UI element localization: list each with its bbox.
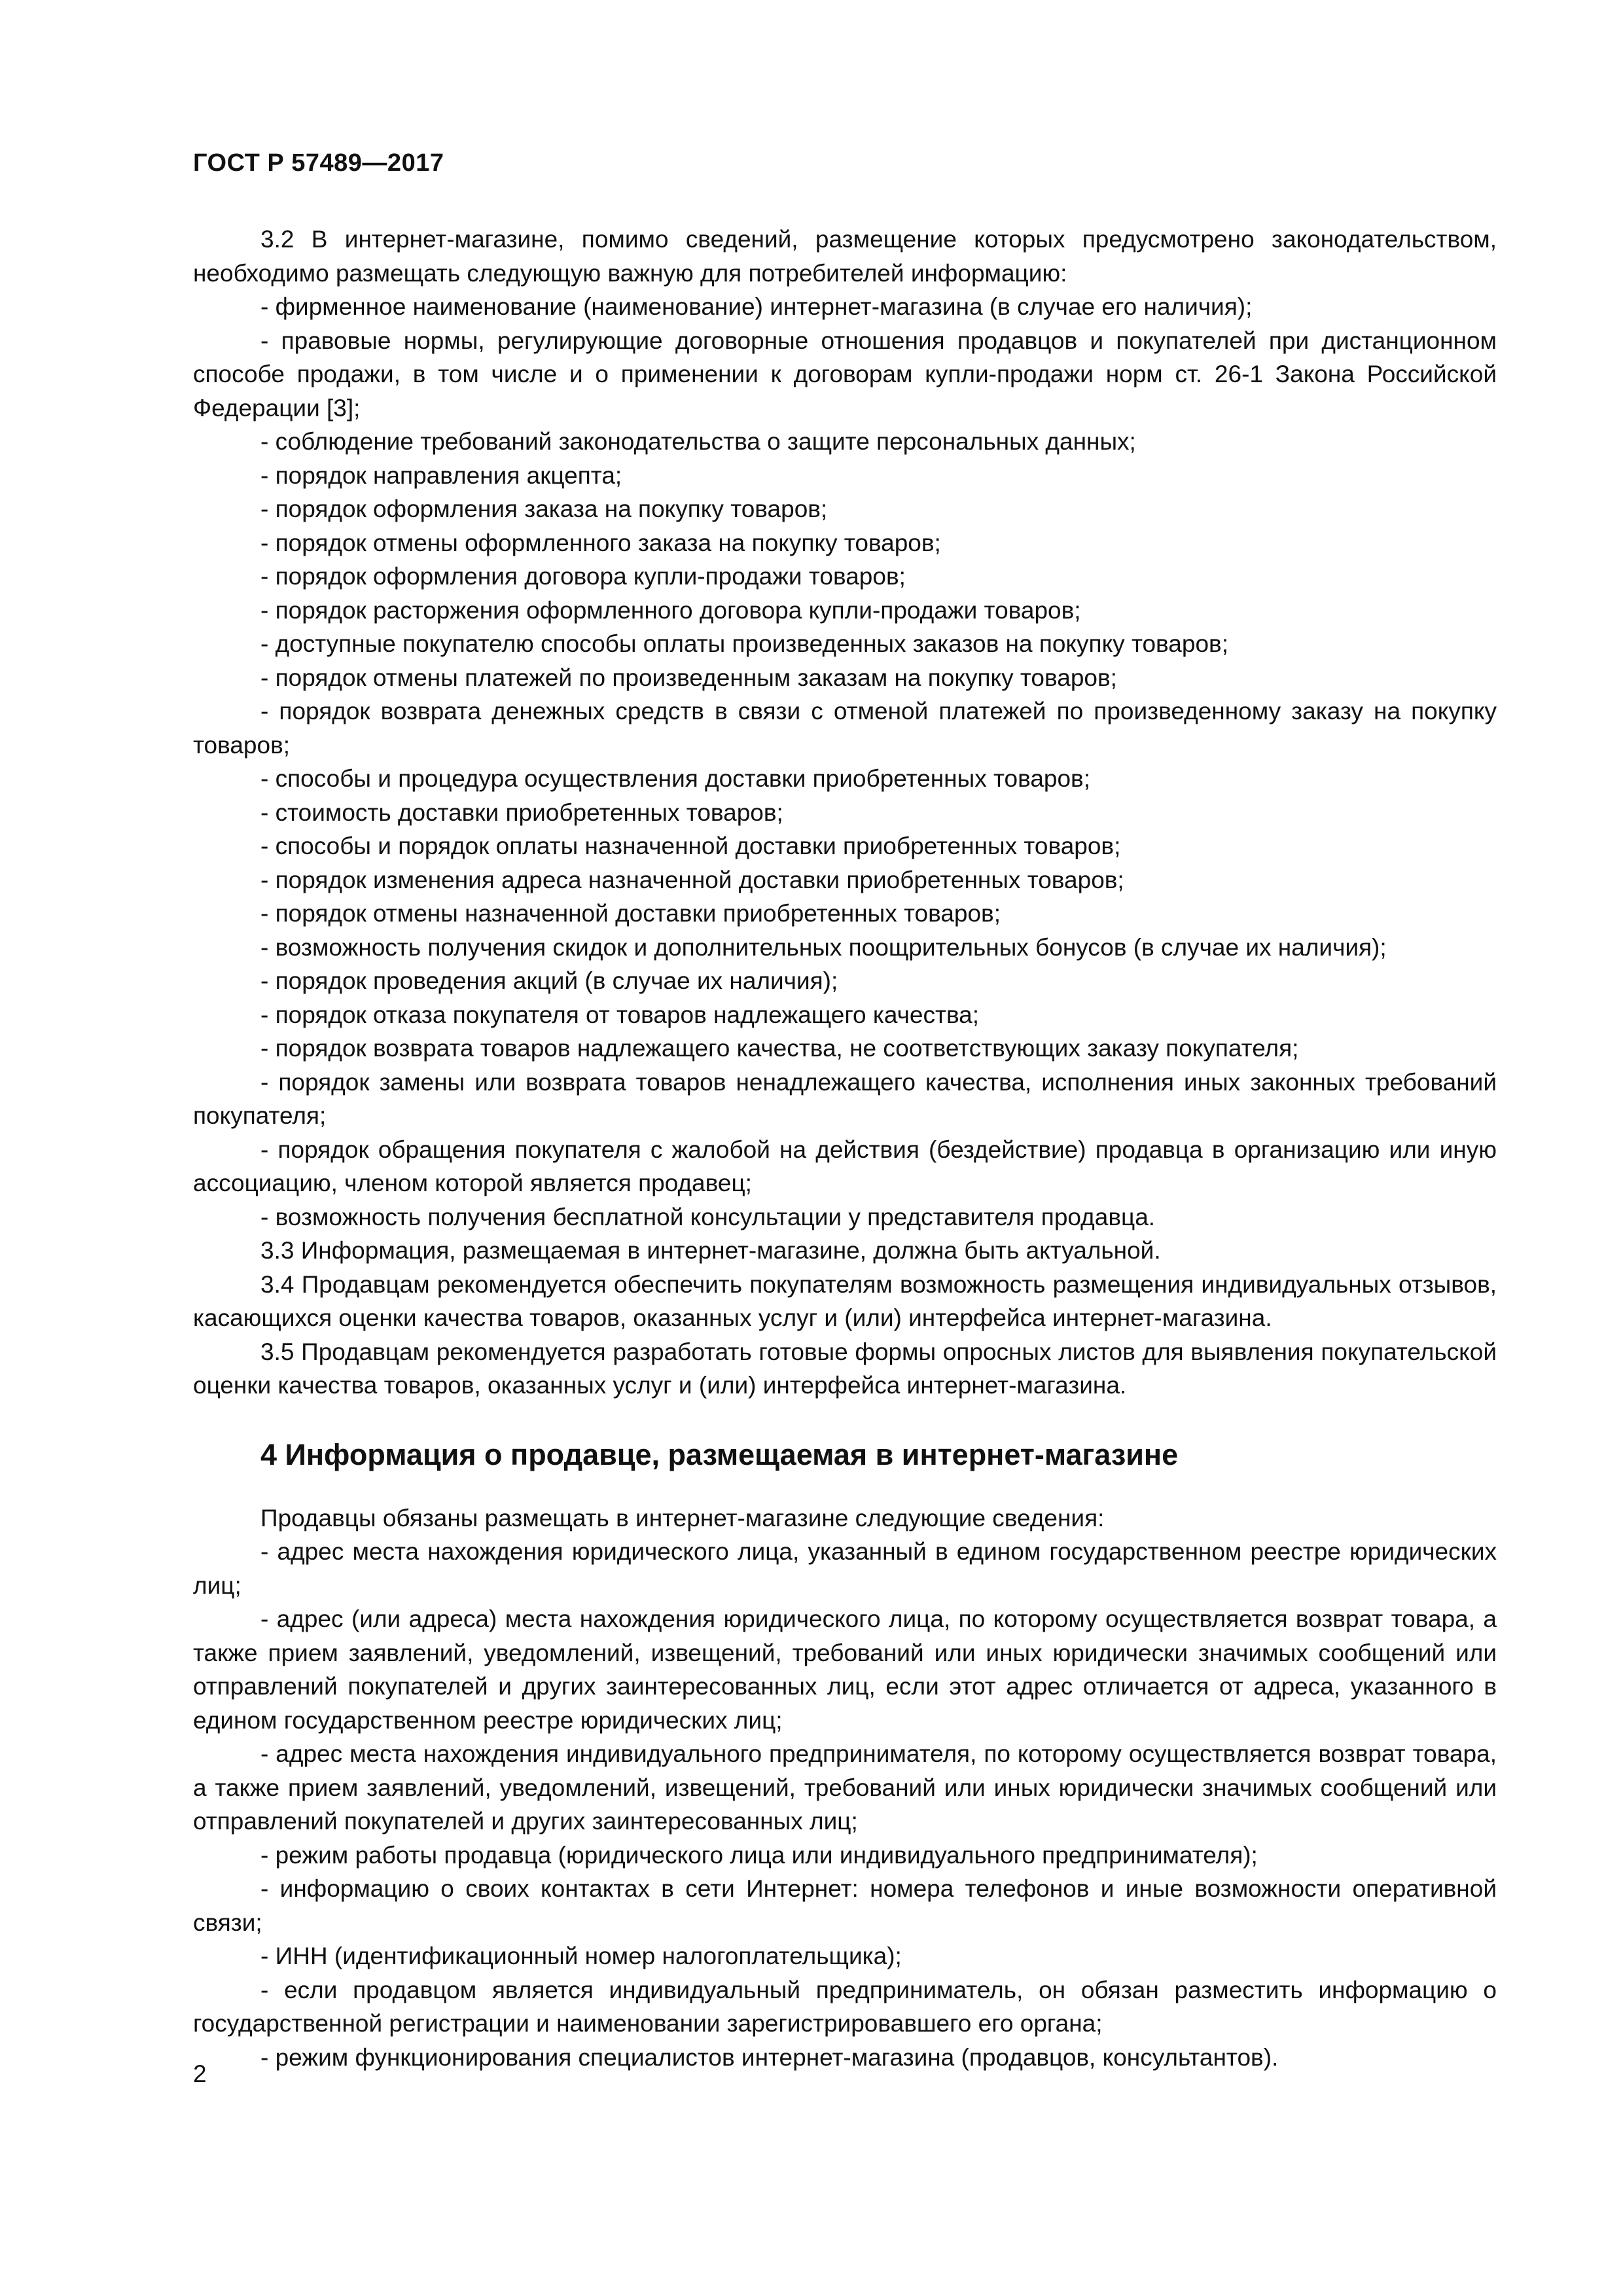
list-item: - порядок отмены оформленного заказа на покупку товаров; bbox=[260, 529, 941, 556]
section-3 bbox=[193, 223, 1497, 1403]
list-item: - правовые нормы, регулирующие договорные отношения продавцов и покупателей при дистанционном способе продажи, в том числе и о применении к договорам купли-продажи норм ст. 26-1 Закона Российской Федерации [3]; bbox=[193, 327, 1497, 422]
list-item: - порядок оформления заказа на покупку товаров; bbox=[260, 495, 828, 522]
list-item: - адрес места нахождения индивидуального предпринимателя, по которому осуществляется возврат товара, а также прием заявлений, уведомлений, извещений, требований или иных юридически значимых сообщений или отправлений покупателей и других заинтересованных лиц; bbox=[193, 1740, 1497, 1835]
list-item: - возможность получения скидок и дополнительных поощрительных бонусов (в случае их наличия); bbox=[260, 933, 1387, 961]
list-item: - порядок отказа покупателя от товаров надлежащего качества; bbox=[260, 1001, 980, 1028]
list-item: - способы и процедура осуществления доставки приобретенных товаров; bbox=[260, 765, 1090, 792]
list-item: - порядок замены или возврата товаров ненадлежащего качества, исполнения иных законных требований покупателя; bbox=[193, 1068, 1497, 1129]
list-item: - информацию о своих контактах в сети Интернет: номера телефонов и иные возможности оперативной связи; bbox=[193, 1875, 1497, 1936]
list-item: - порядок возврата товаров надлежащего качества, не соответствующих заказу покупателя; bbox=[260, 1035, 1299, 1062]
list-item: - порядок направления акцепта; bbox=[260, 461, 622, 489]
document-header: ГОСТ Р 57489—2017 bbox=[193, 149, 444, 177]
list-item: - порядок обращения покупателя с жалобой на действия (бездействие) продавца в организацию или иную ассоциацию, членом которой является продавец; bbox=[193, 1136, 1497, 1196]
list-item: - если продавцом является индивидуальный предприниматель, он обязан разместить информацию о государственной регистрации и наименовании зарегистрировавшего его органа; bbox=[193, 1976, 1497, 2037]
paragraph: 3.3 Информация, размещаемая в интернет-магазине, должна быть актуальной. bbox=[260, 1237, 1161, 1264]
document-body bbox=[193, 223, 1497, 2074]
list-item: - режим функционирования специалистов интернет-магазина (продавцов, консультантов). bbox=[260, 2043, 1279, 2071]
list-item: - порядок возврата денежных средств в связи с отменой платежей по произведенному заказу на покупку товаров; bbox=[193, 698, 1497, 759]
list-item: - порядок расторжения оформленного договора купли-продажи товаров; bbox=[260, 596, 1081, 624]
list-item: - порядок отмены назначенной доставки приобретенных товаров; bbox=[260, 900, 1001, 927]
list-item: - способы и порядок оплаты назначенной доставки приобретенных товаров; bbox=[260, 833, 1121, 859]
list-item: - стоимость доставки приобретенных товаров; bbox=[260, 798, 783, 826]
section-4 bbox=[193, 1501, 1497, 2075]
list-item: - фирменное наименование (наименование) интернет-магазина (в случае его наличия); bbox=[260, 293, 1253, 320]
list-item: - режим работы продавца (юридического лица или индивидуального предпринимателя); bbox=[260, 1841, 1258, 1869]
section-title: 4 Информация о продавце, размещаемая в интернет-магазине bbox=[260, 1437, 1179, 1471]
list-item: - соблюдение требований законодательства о защите персональных данных; bbox=[260, 428, 1136, 455]
list-item: - доступные покупателю способы оплаты произведенных заказов на покупку товаров; bbox=[260, 630, 1228, 657]
paragraph: 3.2 В интернет-магазине, помимо сведений, размещение которых предусмотрено законодательством, необходимо размещать следующую важную для потребителей информацию: bbox=[193, 226, 1497, 287]
list-item: - адрес (или адреса) места нахождения юридического лица, по которому осуществляется возврат товара, а также прием заявлений, уведомлений, извещений, требований или иных юридически значимых сообщений или отправлений покупателей и других заинтересованных лиц, если этот адрес отличается от адреса, указанного в едином государственном реестре юридических лиц; bbox=[193, 1605, 1497, 1734]
page-number: 2 bbox=[193, 2060, 207, 2087]
paragraph: 3.4 Продавцам рекомендуется обеспечить покупателям возможность размещения индивидуальных отзывов, касающихся оценки качества товаров, оказанных услуг и (или) интерфейса интернет-магазина. bbox=[193, 1270, 1497, 1331]
list-item: - порядок проведения акций (в случае их наличия); bbox=[260, 967, 838, 994]
list-item: - ИНН (идентификационный номер налогоплательщика); bbox=[260, 1943, 902, 1969]
list-item: - возможность получения бесплатной консультации у представителя продавца. bbox=[260, 1203, 1156, 1230]
paragraph: 3.5 Продавцам рекомендуется разработать готовые формы опросных листов для выявления покупательской оценки качества товаров, оказанных услуг и (или) интерфейса интернет-магазина. bbox=[193, 1338, 1497, 1399]
list-item: - порядок изменения адреса назначенной доставки приобретенных товаров; bbox=[260, 866, 1124, 893]
list-item: - порядок оформления договора купли-продажи товаров; bbox=[260, 563, 906, 590]
paragraph: Продавцы обязаны размещать в интернет-магазине следующие сведения: bbox=[260, 1504, 1105, 1532]
list-item: - порядок отмены платежей по произведенным заказам на покупку товаров; bbox=[260, 664, 1117, 691]
list-item: - адрес места нахождения юридического лица, указанный в едином государственном реестре юридических лиц; bbox=[193, 1538, 1497, 1599]
